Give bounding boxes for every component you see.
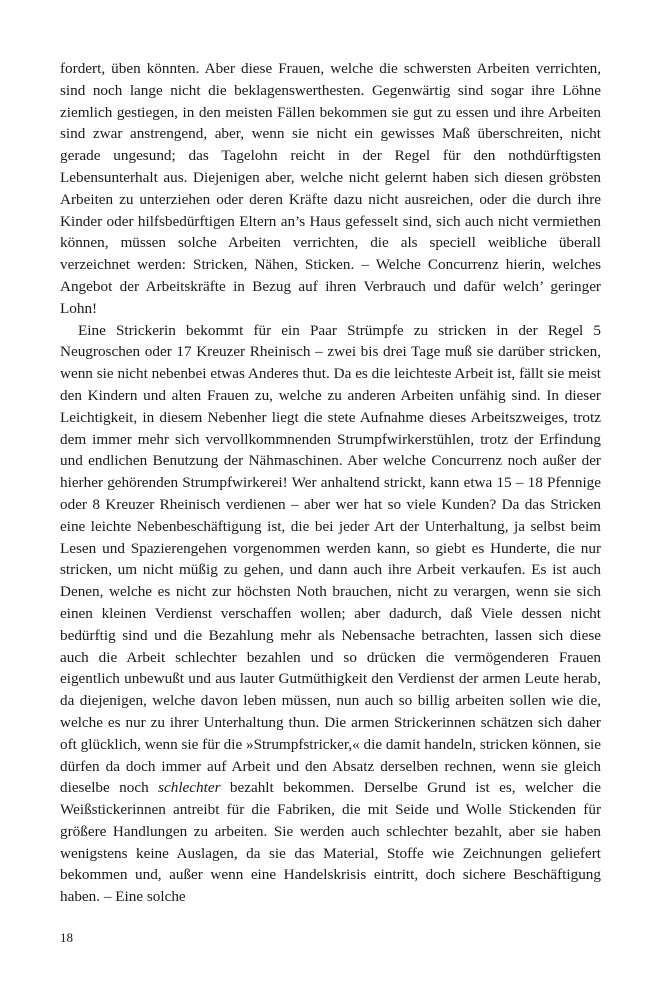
paragraph-2-emphasis: schlechter xyxy=(158,779,221,797)
paragraph-1-text: fordert, üben könnten. Aber diese Frauen, welche die schwersten Arbeiten verrichten, sind noch lange nicht die beklagenswerthesten. Gegenwärtig sind sogar ihre Löhne ziemlich gestiegen, in den meisten Fällen bekommen sie gut zu essen und ihre Arbeiten sind zwar anstrengend, aber, wenn sie nicht ein gewisses Maß überschreiten, nicht gerade ungesund; das Tagelohn reicht in der Regel für den nothdürftigsten Lebensunterhalt aus. Diejenigen aber, welche nicht gelernt haben sich diesen gröbsten Arbeiten zu unterziehen oder deren Kräfte dazu nicht ausreichen, oder die durch ihre Kinder oder hilfsbedürftigen Eltern an’s Haus gefesselt sind, sich auch nicht vermiethen können, müssen solche Arbeiten verrichten, die als speciell weibliche überall verzeichnet werden: Stricken, Nähen, Sticken. – Welche Concurrenz hierin, welches Angebot der Arbeitskräfte in Bezug auf ihren Verbrauch und dafür welch’ geringer Lohn! xyxy=(60,60,601,317)
paragraph-2-text-part-2: bezahlt bekommen. Derselbe Grund ist es, welcher die Weißstickerinnen antreibt für die Fabriken, die mit Seide und Wolle Stickenden für größere Handlungen zu arbeiten. Sie werden auch schlechter bezahlt, aber sie haben wenigstens keine Auslagen, da sie das Material, Stoffe wie Zeichnungen geliefert bekommen und, außer wenn eine Handelskrisis eintritt, doch sichere Beschäftigung haben. – Eine solche xyxy=(60,779,601,906)
page-number: 18 xyxy=(60,930,73,945)
page-body-text xyxy=(60,58,601,908)
paragraph-1 xyxy=(60,58,601,320)
paragraph-2 xyxy=(60,320,601,909)
paragraph-2-text-part-1: Eine Strickerin bekommt für ein Paar Strümpfe zu stricken in der Regel 5 Neugroschen oder 17 Kreuzer Rheinisch – zwei bis drei Tage muß sie darüber stricken, wenn sie nicht nebenbei etwas Anderes thut. Da es die leichteste Arbeit ist, fällt sie meist den Kindern und alten Frauen zu, welche zu anderen Arbeiten unfähig sind. In dieser Leichtigkeit, in diesem Nebenher liegt die stete Aufnahme dieses Arbeitszweiges, trotz dem immer mehr sich vervollkommnenden Strumpfwirkerstühlen, trotz der Erfindung und endlichen Benutzung der Nähmaschinen. Aber welche Concurrenz noch außer der hierher gehörenden Strumpfwirkerei! Wer anhaltend strickt, kann etwa 15 – 18 Pfennige oder 8 Kreuzer Rheinisch verdienen – aber wer hat so viele Kunden? Da das Stricken eine leichte Nebenbeschäftigung ist, die bei jeder Art der Unterhaltung, ja selbst beim Lesen und Spazierengehen vorgenommen werden kann, so giebt es Hunderte, die nur stricken, um nicht müßig zu gehen, und dann auch ihre Arbeit verkaufen. Es ist auch Denen, welche es nicht zur höchsten Noth brauchen, nicht zu verargen, wenn sie sich einen kleinen Verdienst verschaffen wollen; aber dadurch, daß Viele dessen nicht bedürftig sind und die Bezahlung mehr als Nebensache betrachten, lassen sich diese auch die Arbeit schlechter bezahlen und so drücken die vermögenderen Frauen eigentlich unbewußt und aus lauter Gutmüthigkeit den Verdienst der armen Leute herab, da diejenigen, welche davon leben müssen, nun auch so billig arbeiten sollen wie die, welche es nur zu ihrer Unterhaltung thun. Die armen Strickerinnen schätzen sich daher oft glücklich, wenn sie für die »Strumpfstricker,« die damit handeln, stricken können, sie dürfen da doch immer auf Arbeit und den Absatz derselben rechnen, wenn sie gleich dieselbe noch xyxy=(60,321,601,797)
